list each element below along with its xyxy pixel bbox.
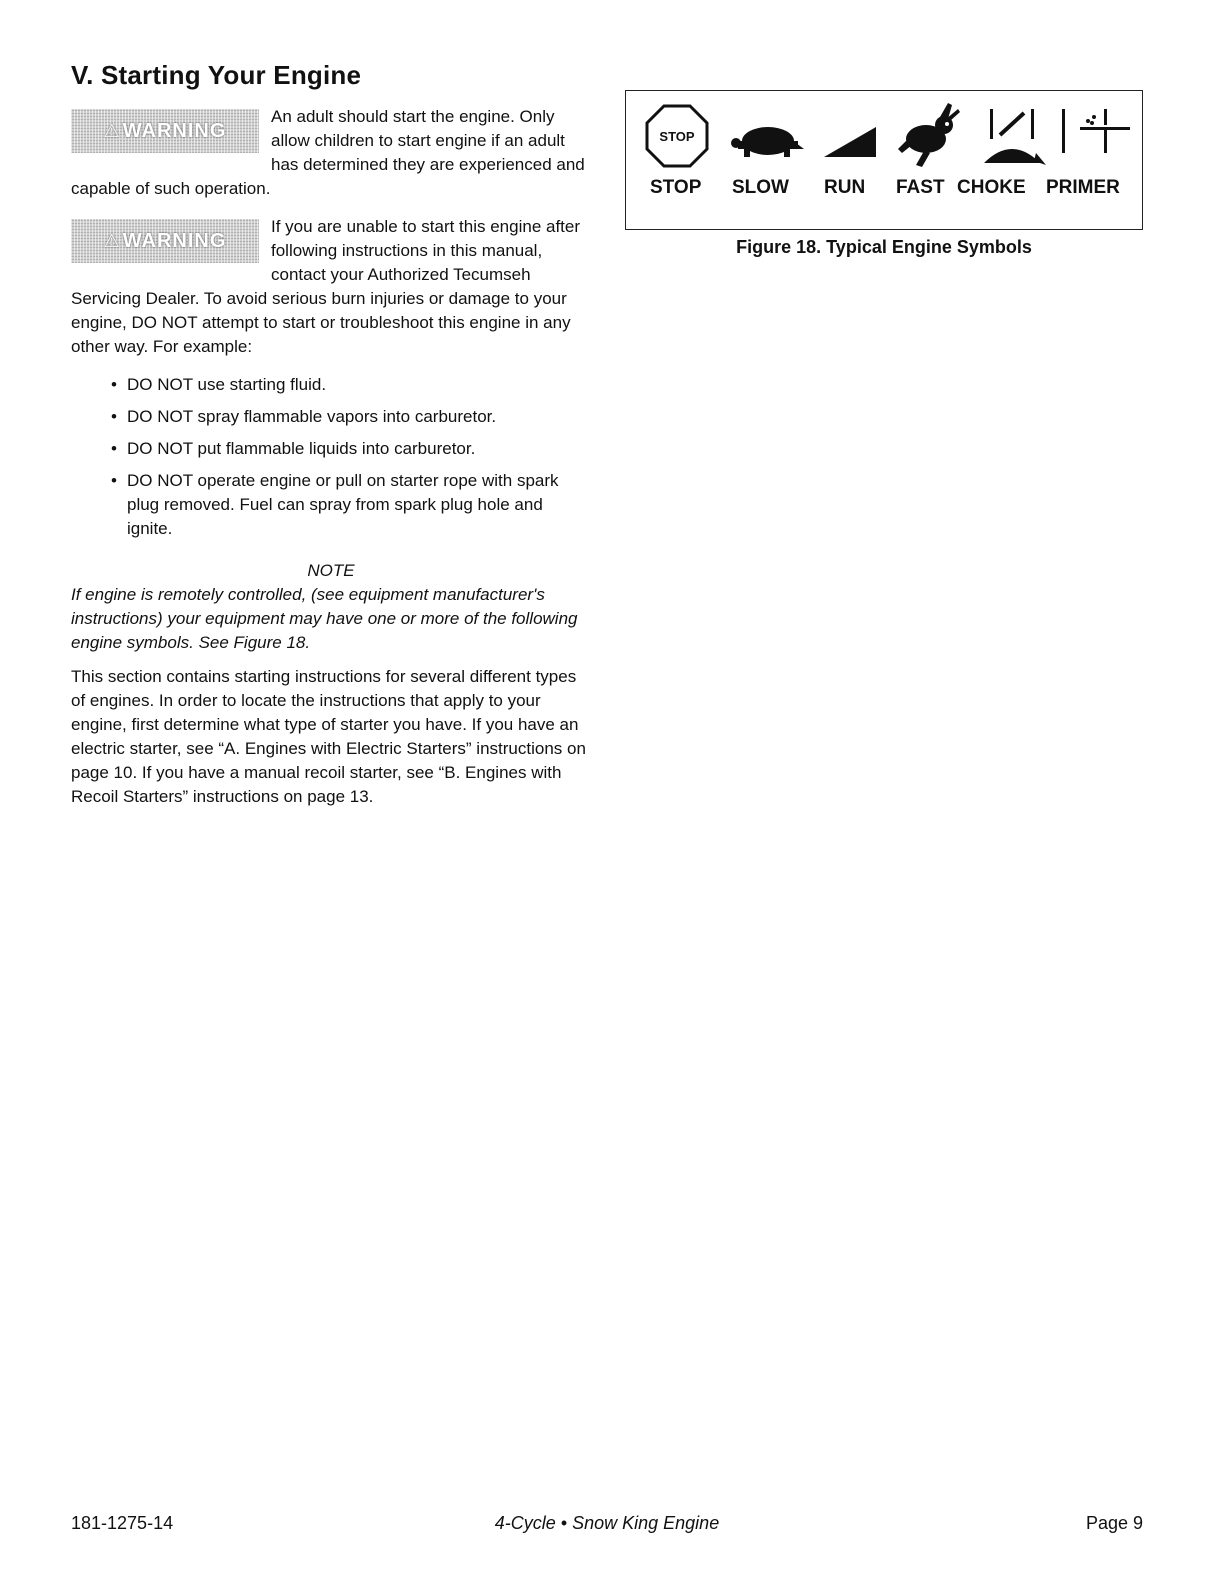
list-item: • DO NOT use starting fluid. bbox=[127, 373, 591, 397]
document-number: 181-1275-14 bbox=[71, 1513, 174, 1533]
symbol-label-fast: FAST bbox=[896, 177, 945, 198]
bullet-icon: • bbox=[111, 471, 117, 490]
do-not-list bbox=[71, 373, 591, 541]
symbol-row bbox=[626, 103, 1142, 173]
left-column bbox=[71, 60, 591, 809]
bullet-icon: • bbox=[111, 407, 117, 426]
warning-badge bbox=[71, 219, 259, 263]
warning-triangle-icon: ⚠ bbox=[103, 120, 121, 141]
wedge-icon bbox=[822, 125, 878, 161]
warning-text-1: An adult should start the engine. Only allow children to start engine if an adult has determined they are experienced and capable of such operation. bbox=[71, 107, 585, 198]
rabbit-icon bbox=[896, 103, 962, 169]
list-item: • DO NOT put flammable liquids into carburetor. bbox=[127, 437, 591, 461]
stop-sign-icon bbox=[644, 103, 710, 169]
warning-block-2 bbox=[71, 215, 591, 359]
stop-sign-text: STOP bbox=[659, 129, 695, 144]
symbol-labels bbox=[626, 177, 1142, 201]
warning-badge-label: WARNING bbox=[122, 229, 227, 252]
note-heading: NOTE bbox=[307, 561, 355, 580]
warning-triangle-icon: ⚠ bbox=[103, 230, 121, 251]
body-paragraph: This section contains starting instructions for several different types of engines. In order to locate the instructions that apply to your engine, first determine what type of starter you have. If you have an electric starter, see “A. Engines with Electric Starters” instructions on page 10. If you have a manual recoil starter, see “B. Engines with Recoil Starters” instructions on page 13. bbox=[71, 667, 586, 806]
symbol-label-choke: CHOKE bbox=[957, 177, 1026, 198]
list-item: • DO NOT operate engine or pull on starter rope with spark plug removed. Fuel can spray from spark plug hole and ignite. bbox=[111, 471, 559, 538]
page-footer bbox=[71, 1513, 1143, 1537]
bullet-icon: • bbox=[111, 375, 117, 394]
bullet-icon: • bbox=[111, 439, 117, 458]
warning-badge bbox=[71, 109, 259, 153]
warning-block-1 bbox=[71, 105, 591, 201]
page-number: Page 9 bbox=[1085, 1513, 1143, 1533]
section-title: V. Starting Your Engine bbox=[71, 60, 362, 90]
figure-caption: Figure 18. Typical Engine Symbols bbox=[736, 237, 1032, 257]
symbol-label-stop: STOP bbox=[650, 177, 702, 198]
primer-icon bbox=[1056, 107, 1136, 167]
engine-symbols-figure bbox=[625, 90, 1143, 230]
symbol-label-slow: SLOW bbox=[732, 177, 789, 198]
turtle-icon bbox=[728, 121, 806, 161]
choke-icon bbox=[976, 107, 1048, 167]
note-text: If engine is remotely controlled, (see equipment manufacturer's instructions) your equipment may have one or more of the following engine symbols. See Figure 18. bbox=[71, 585, 578, 652]
symbol-label-primer: PRIMER bbox=[1046, 177, 1120, 198]
list-item: • DO NOT spray flammable vapors into carburetor. bbox=[127, 405, 591, 429]
symbol-label-run: RUN bbox=[824, 177, 866, 198]
warning-text-2: If you are unable to start this engine after following instructions in this manual, contact your Authorized Tecumseh Servicing Dealer. To avoid serious burn injuries or damage to your engine, DO NOT attempt to start or troubleshoot this engine in any other way. For example: bbox=[71, 217, 581, 356]
footer-title: 4-Cycle • Snow King Engine bbox=[494, 1513, 720, 1533]
warning-badge-label: WARNING bbox=[122, 119, 227, 142]
